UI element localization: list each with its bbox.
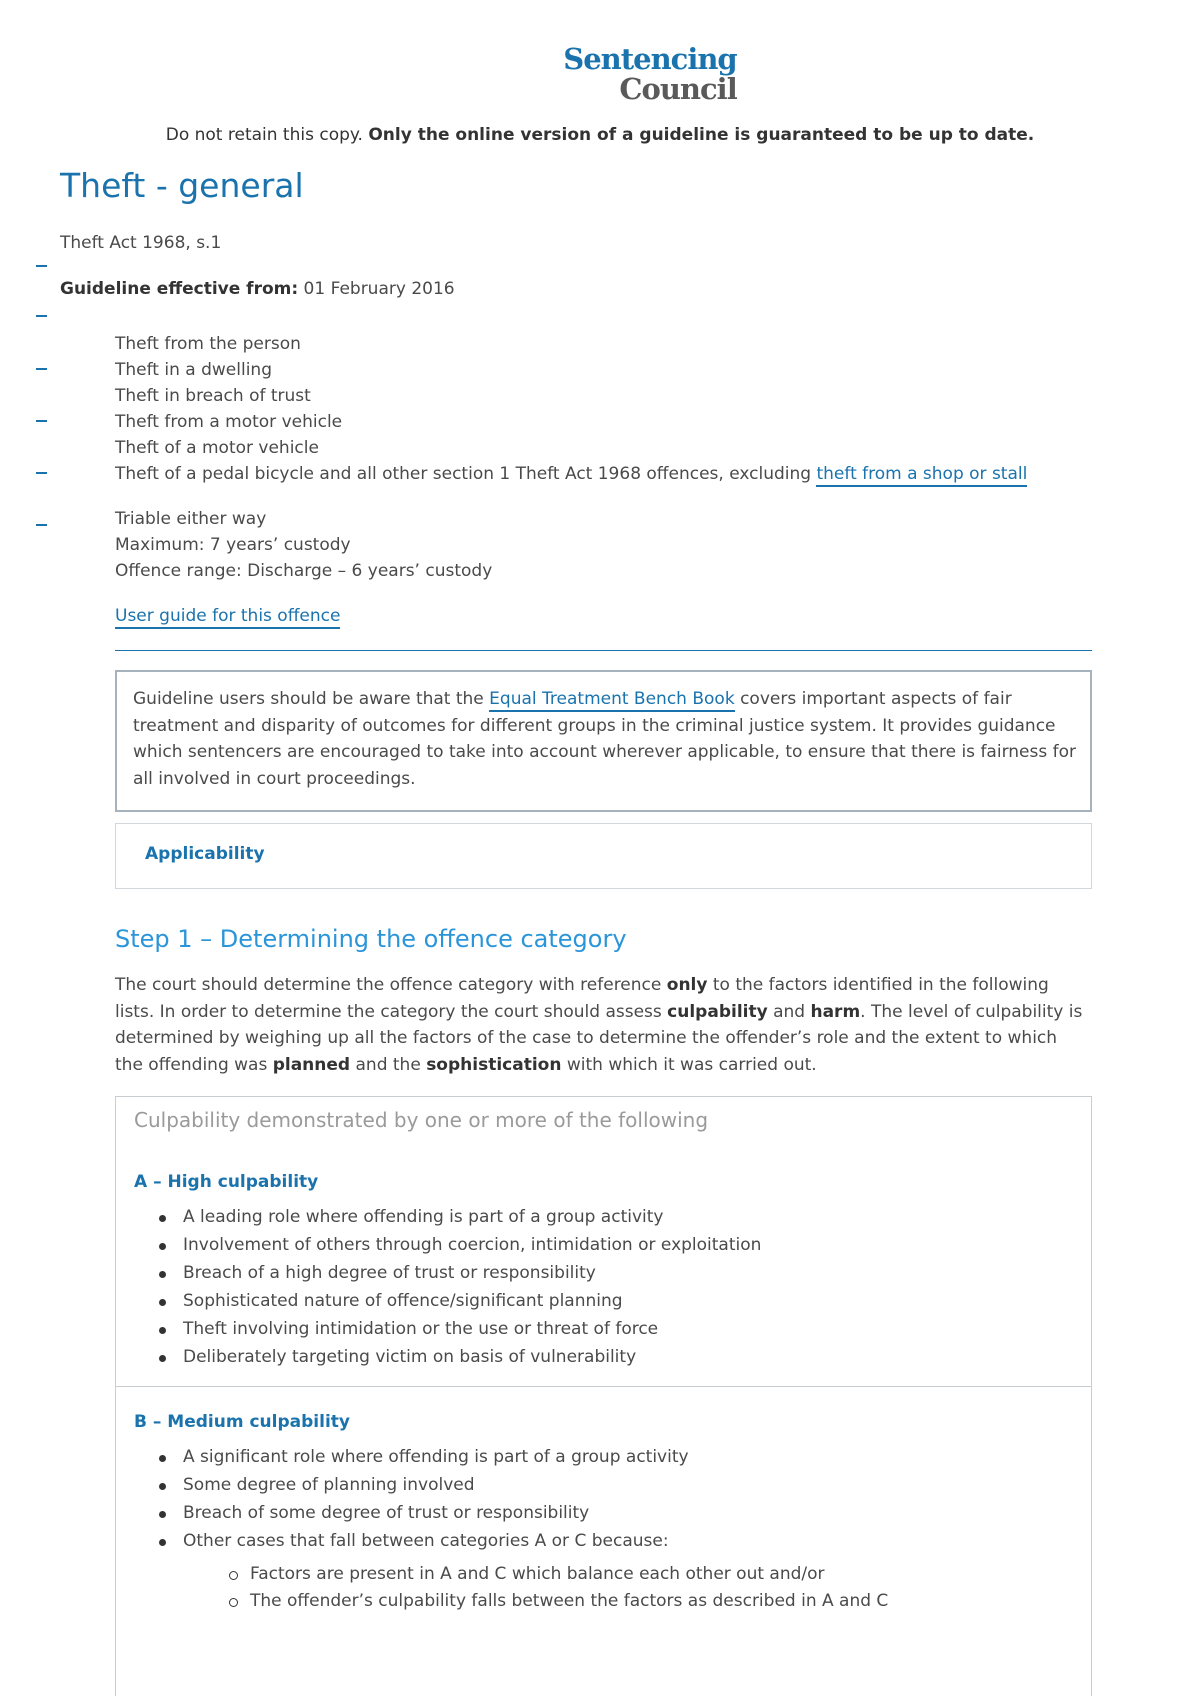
high-culpability-title: A – High culpability bbox=[134, 1172, 319, 1192]
equal-treatment-bench-book-link[interactable]: Equal Treatment Bench Book bbox=[489, 689, 735, 712]
culpability-heading: Culpability demonstrated by one or more of the following bbox=[134, 1108, 709, 1132]
offence-item: Theft of a motor vehicle bbox=[115, 438, 319, 458]
margin-dash bbox=[36, 524, 47, 526]
effective-label: Guideline effective from: bbox=[60, 279, 299, 299]
margin-dash bbox=[36, 368, 47, 370]
high-culpability-item: Breach of a high degree of trust or responsibility bbox=[183, 1263, 596, 1283]
notice-bold: Only the online version of a guideline is guaranteed to be up to date. bbox=[368, 125, 1035, 145]
high-culpability-item: Deliberately targeting victim on basis of vulnerability bbox=[183, 1347, 637, 1367]
effective-date bbox=[60, 279, 455, 299]
maximum-info: Maximum: 7 years’ custody bbox=[115, 535, 351, 555]
offence-last-text: Theft of a pedal bicycle and all other section 1 Theft Act 1968 offences, excluding bbox=[115, 464, 817, 484]
etbb-before: Guideline users should be aware that the bbox=[133, 689, 490, 709]
medium-culpability-item: Some degree of planning involved bbox=[183, 1475, 475, 1495]
step1-text: and bbox=[767, 1001, 811, 1022]
step1-bold: harm bbox=[810, 1001, 861, 1022]
step1-text: . The level of culpability is determined by weighing up all the factors of the case to determine the offender’s role and the extent to which the offending was bbox=[115, 1001, 1083, 1075]
medium-culpability-item: Other cases that fall between categories A or C because: bbox=[183, 1531, 669, 1551]
step1-bold: culpability bbox=[667, 1001, 768, 1022]
equal-treatment-notice-text bbox=[133, 686, 1078, 792]
high-culpability-item: Sophisticated nature of offence/significant planning bbox=[183, 1291, 623, 1311]
culpability-separator bbox=[116, 1386, 1091, 1387]
offence-item: Theft from a motor vehicle bbox=[115, 412, 343, 432]
step1-text: The court should determine the offence category with reference bbox=[115, 975, 667, 995]
logo-line-2: Council bbox=[619, 72, 737, 106]
etbb-after: covers important aspects of fair treatment and disparity of outcomes for different groups in the criminal justice system. It provides guidance which sentencers are encouraged to take into account wherever applicable, to ensure that there is fairness for all involved in court proceedings. bbox=[133, 689, 1076, 789]
notice-plain: Do not retain this copy. bbox=[165, 125, 369, 145]
step1-bold: planned bbox=[272, 1054, 351, 1075]
act-reference: Theft Act 1968, s.1 bbox=[60, 233, 222, 253]
section-divider bbox=[115, 650, 1092, 651]
step1-text: with which it was carried out. bbox=[561, 1054, 817, 1075]
step-1-paragraph bbox=[115, 972, 1090, 1078]
effective-date-value: 01 February 2016 bbox=[298, 279, 455, 299]
retention-notice bbox=[0, 125, 1200, 145]
margin-dash bbox=[36, 420, 47, 422]
offence-range-info: Offence range: Discharge – 6 years’ custody bbox=[115, 561, 493, 581]
offence-item: Theft in breach of trust bbox=[115, 386, 311, 406]
step1-bold: only bbox=[666, 975, 708, 995]
margin-dash bbox=[36, 315, 47, 317]
user-guide-link[interactable]: User guide for this offence bbox=[115, 606, 340, 629]
applicability-toggle[interactable]: Applicability bbox=[145, 844, 265, 864]
high-culpability-item: Involvement of others through coercion, intimidation or exploitation bbox=[183, 1235, 762, 1255]
step1-bold: sophistication bbox=[426, 1054, 562, 1075]
triable-info: Triable either way bbox=[115, 509, 267, 529]
medium-culpability-item: A significant role where offending is part of a group activity bbox=[183, 1447, 689, 1467]
step1-text: to the factors identified in the following lists. In order to determine the category the court should assess bbox=[115, 975, 1049, 1022]
user-guide-link-row bbox=[115, 606, 340, 626]
medium-culpability-title: B – Medium culpability bbox=[134, 1412, 350, 1432]
medium-culpability-subitem: Factors are present in A and C which balance each other out and/or bbox=[250, 1564, 825, 1584]
offence-item-last bbox=[115, 464, 1027, 484]
step1-text: and the bbox=[350, 1054, 427, 1075]
logo-line-1: Sentencing bbox=[563, 42, 737, 76]
page-title: Theft - general bbox=[60, 166, 304, 205]
margin-dash bbox=[36, 472, 47, 474]
medium-culpability-subitem: The offender’s culpability falls between the factors as described in A and C bbox=[250, 1591, 889, 1611]
high-culpability-item: A leading role where offending is part of a group activity bbox=[183, 1207, 664, 1227]
theft-from-shop-link[interactable]: theft from a shop or stall bbox=[816, 464, 1027, 487]
sentencing-council-logo[interactable] bbox=[0, 44, 1200, 104]
offence-item: Theft from the person bbox=[115, 334, 301, 354]
step-1-heading: Step 1 – Determining the offence category bbox=[115, 925, 627, 953]
offence-item: Theft in a dwelling bbox=[115, 360, 272, 380]
high-culpability-item: Theft involving intimidation or the use or threat of force bbox=[183, 1319, 659, 1339]
medium-culpability-item: Breach of some degree of trust or responsibility bbox=[183, 1503, 590, 1523]
margin-dash bbox=[36, 265, 47, 267]
